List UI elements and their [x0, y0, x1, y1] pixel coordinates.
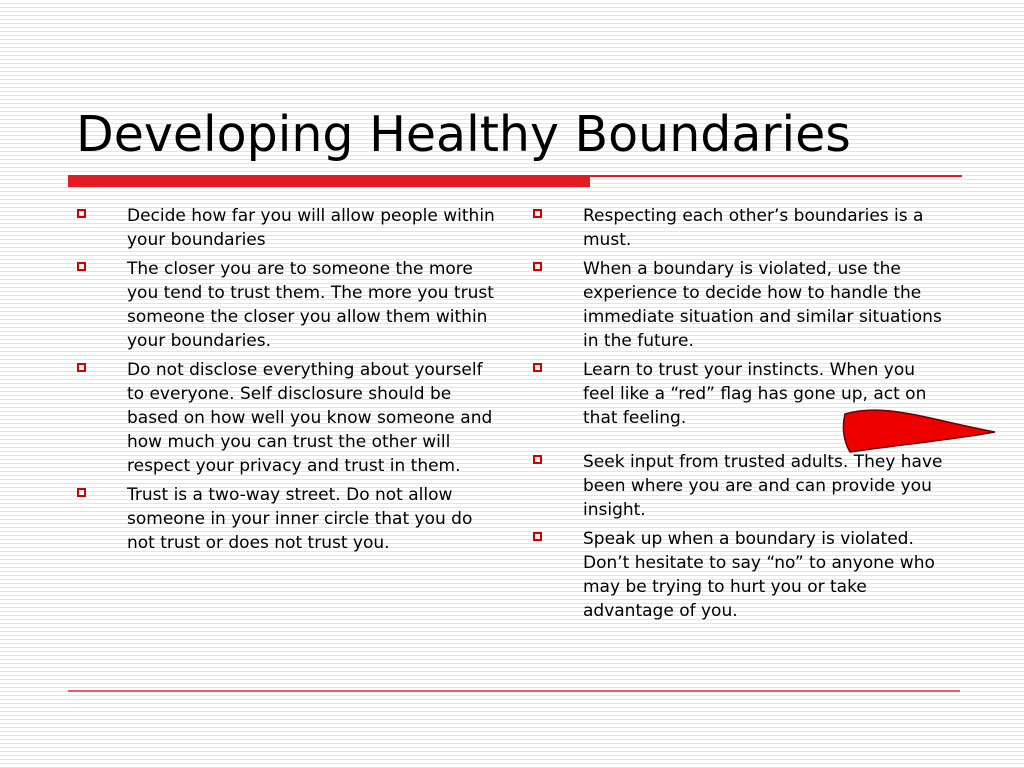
slide-title: Developing Healthy Boundaries	[76, 106, 851, 163]
bullet-item	[532, 450, 952, 522]
bullet-text: Learn to trust your instincts. When you feel like a “red” flag has gone up, act on that feeling.	[583, 360, 927, 428]
bullet-item	[76, 204, 496, 252]
footer-divider	[68, 690, 960, 692]
square-bullet-icon	[77, 363, 86, 372]
square-bullet-icon	[533, 532, 542, 541]
bullet-text: Speak up when a boundary is violated. Don’t hesitate to say “no” to anyone who may be trying to hurt you or take advantage of you.	[583, 529, 935, 621]
square-bullet-icon	[533, 209, 542, 218]
bullet-item	[76, 358, 496, 478]
red-flag-icon	[840, 400, 1000, 460]
title-underline-thick	[68, 175, 590, 187]
bullet-text: Respecting each other’s boundaries is a must.	[583, 206, 924, 250]
square-bullet-icon	[77, 262, 86, 271]
square-bullet-icon	[77, 488, 86, 497]
bullet-text: When a boundary is violated, use the experience to decide how to handle the immediate situation and similar situations in the future.	[583, 259, 942, 351]
bullet-text: Seek input from trusted adults. They have been where you are and can provide you insight.	[583, 452, 943, 520]
bullet-item	[532, 527, 952, 623]
bullet-item	[532, 204, 952, 252]
square-bullet-icon	[77, 209, 86, 218]
square-bullet-icon	[533, 455, 542, 464]
bullet-item	[532, 257, 952, 353]
title-underline-thin	[590, 175, 962, 177]
bullet-item	[76, 483, 496, 555]
left-bullet-list	[76, 204, 496, 560]
bullet-text: The closer you are to someone the more you tend to trust them. The more you trust someone the closer you allow them within your boundaries.	[127, 259, 494, 351]
bullet-text: Trust is a two-way street. Do not allow someone in your inner circle that you do not trust or does not trust you.	[127, 485, 473, 553]
bullet-text: Do not disclose everything about yourself to everyone. Self disclosure should be based on how well you know someone and how much you can trust the other will respect your privacy and trust in them.	[127, 360, 493, 476]
bullet-item	[76, 257, 496, 353]
square-bullet-icon	[533, 262, 542, 271]
bullet-text: Decide how far you will allow people within your boundaries	[127, 206, 495, 250]
square-bullet-icon	[533, 363, 542, 372]
